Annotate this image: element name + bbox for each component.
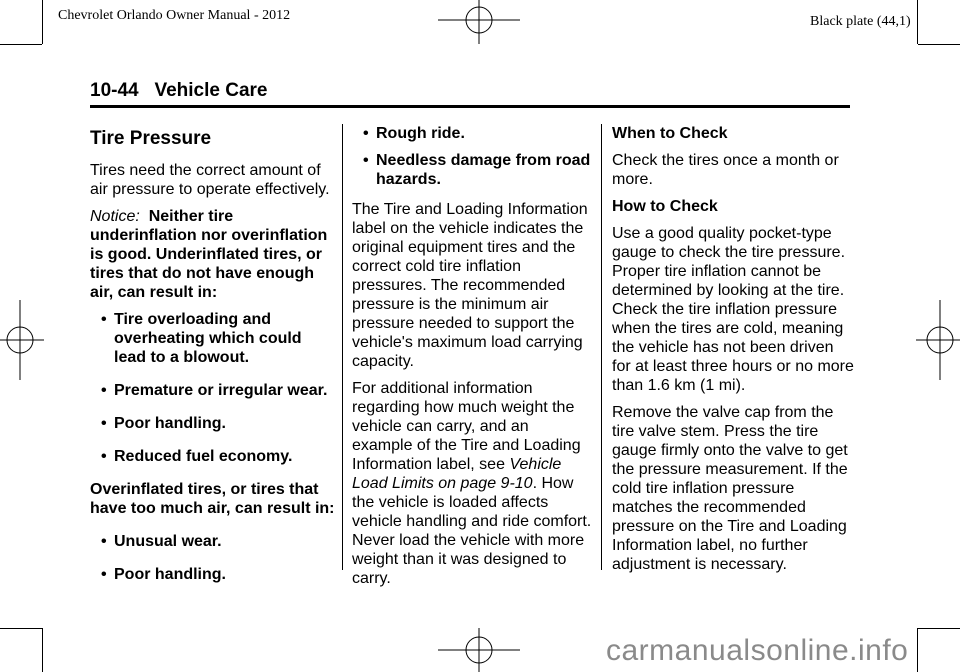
column-1 [90, 124, 336, 598]
registration-mark-bottom [438, 628, 520, 672]
when-heading: When to Check [612, 125, 728, 142]
section-title: Vehicle Care [154, 80, 268, 101]
notice-text: Neither tire underinflation nor overinflation is good. Underinflated tires, or tires that do not have enough air, can result in: [90, 208, 328, 301]
label-paragraph: The Tire and Loading Information label on the vehicle indicates the original equipment tires and the correct cold tire inflation pressures. The recommended pressure is the minimum air pressure needed to support the vehicle's maximum load carrying capacity. [352, 201, 588, 370]
article-title: Tire Pressure [90, 128, 212, 149]
column-divider [342, 124, 343, 570]
column-divider [601, 124, 602, 570]
list-item: • Unusual wear. [101, 533, 222, 550]
list-item: • Tire overloading and overheating which could lead to a blowout. [101, 311, 302, 366]
section-heading [90, 80, 267, 102]
intro-paragraph: Tires need the correct amount of air pressure to operate effectively. [90, 162, 330, 198]
list-item: • Poor handling. [101, 415, 226, 432]
watermark: carmanualsonline.info [606, 634, 909, 667]
notice-label: Notice: [90, 208, 140, 225]
how-paragraph-2: Remove the valve cap from the tire valve stem. Press the tire gauge firmly onto the valve to get the pressure measurement. If the cold tire inflation pressure matches the recommended pressure on the Tire and Loading Information label, no further adjustment is necessary. [612, 404, 848, 573]
manual-title: Chevrolet Orlando Owner Manual - 2012 [58, 8, 291, 23]
overinflation-paragraph: Overinflated tires, or tires that have too much air, can result in: [90, 481, 335, 517]
list-item: • Reduced fuel economy. [101, 448, 293, 465]
section-rule [90, 105, 850, 108]
list-item: • Premature or irregular wear. [101, 382, 328, 399]
page-number: 10-44 [90, 80, 139, 101]
list-item: • Rough ride. [363, 125, 465, 142]
column-2 [352, 124, 592, 596]
list-item: • Poor handling. [101, 566, 226, 583]
cross-reference-link[interactable]: Vehicle Load Limits on page 9-10 [352, 456, 562, 492]
notice-paragraph [90, 207, 336, 302]
list-item: • Needless damage from road hazards. [363, 152, 591, 188]
load-paragraph: For additional information regarding how much weight the vehicle can carry, and an example of the Tire and Loading Information label, see Vehicle Load Limits on page 9-10. How the vehicle is loaded affects vehicle handling and ride comfort. Never load the vehicle with more weight than it was designed to carry. [352, 380, 592, 587]
when-paragraph: Check the tires once a month or more. [612, 152, 839, 188]
column-3 [612, 124, 854, 582]
registration-mark-right [916, 300, 960, 380]
plate-label: Black plate (44,1) [810, 14, 911, 29]
how-paragraph-1: Use a good quality pocket-type gauge to check the tire pressure. Proper tire inflation cannot be determined by looking at the tire. Check the tire inflation pressure when the tires are cold, meaning the vehicle has not been driven for at least three hours or no more than 1.6 km (1 mi). [612, 225, 854, 394]
registration-mark-top [438, 0, 520, 44]
registration-mark-left [0, 300, 44, 380]
how-heading: How to Check [612, 198, 718, 215]
